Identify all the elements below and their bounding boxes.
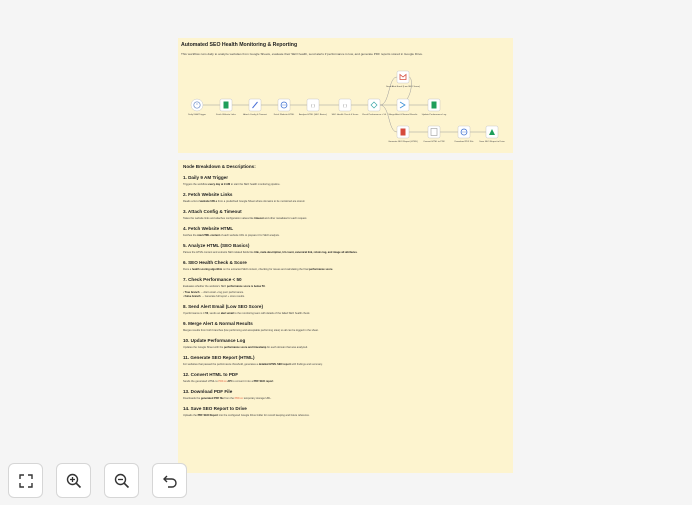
description-text: and other metadata for each request. [263, 217, 308, 220]
description-text: Sends the generated HTML to [183, 380, 219, 383]
description-text: raw HTML content [197, 234, 220, 237]
description-text: detailed HTML SEO report [258, 363, 291, 366]
workflow-canvas [178, 62, 513, 152]
breakdown-item-description [183, 268, 508, 271]
breakdown-item-description [183, 414, 508, 417]
code-icon: { } [311, 102, 315, 108]
branch-text: → Generate full report + store results. [200, 295, 245, 298]
description-text: . [273, 380, 274, 383]
breakdown-item-title: 7. Check Performance < 50 [183, 277, 242, 282]
breakdown-item-title: 2. Fetch Website Links [183, 192, 233, 197]
svg-text:Daily 9 AM Trigger: Daily 9 AM Trigger [188, 114, 206, 116]
breakdown-item-title: 12. Convert HTML to PDF [183, 372, 239, 377]
breakdown-item-description [183, 251, 508, 254]
description-text: Evaluates whether the website's SEO [183, 285, 227, 288]
undo-icon [161, 472, 179, 490]
svg-text:Merge Alert & Normal Results: Merge Alert & Normal Results [388, 114, 418, 116]
branch-text: → Alert email + log poor performance. [199, 291, 244, 294]
description-text: . [264, 285, 266, 288]
node-fetch-html[interactable] [274, 99, 295, 116]
description-text: performance score is below 50 [226, 285, 265, 288]
description-text: to the monitoring team with details of the failed SEO health check. [233, 312, 311, 315]
node-fetch-links[interactable] [216, 99, 237, 116]
node-save-drive[interactable] [479, 126, 505, 143]
svg-text:Save SEO Report to Drive: Save SEO Report to Drive [479, 141, 505, 143]
description-text: Downloads the [183, 397, 201, 400]
node-seo-health-check[interactable] [332, 99, 360, 116]
code-icon: { } [343, 102, 347, 108]
description-text: Parses the HTML content and extracts SEO-related fields like [183, 251, 255, 254]
description-text: PDF SEO report [253, 380, 274, 383]
description-text: Runs a [183, 268, 192, 271]
svg-text:Generate SEO Report (HTML): Generate SEO Report (HTML) [388, 141, 418, 143]
description-text: Reads a list of [183, 200, 201, 203]
branch-bullet: • False branch → Generate full report + store results. [183, 295, 245, 298]
breakdown-item-description [183, 397, 508, 400]
svg-text:Attach Config & Timeout: Attach Config & Timeout [243, 114, 267, 116]
breakdown-item-description [183, 363, 508, 366]
node-update-log[interactable] [422, 99, 447, 116]
description-text: website URLs [200, 200, 218, 203]
breakdown-sticky-note[interactable] [178, 160, 513, 473]
breakdown-item-title: 3. Attach Config & Timeout [183, 209, 242, 214]
breakdown-item-description [183, 183, 508, 186]
node-daily-trigger[interactable] [188, 99, 206, 116]
breakdown-item-title: 5. Analyze HTML (SEO Basics) [183, 243, 250, 248]
node-analyze-html[interactable] [299, 99, 327, 116]
description-text: into the configured Google Drive folder for record keeping and future reference. [218, 414, 310, 417]
description-text: PDF.co [218, 380, 227, 383]
description-text: < 50 [203, 312, 209, 315]
breakdown-item-description [183, 285, 508, 288]
description-text: temporary storage URL. [243, 397, 272, 400]
description-text: with findings and summary. [290, 363, 323, 366]
sheets-icon [432, 102, 437, 109]
breakdown-item-title: 8. Send Alert Email (Low SEO Score) [183, 304, 263, 309]
undo-button[interactable] [152, 463, 187, 498]
branch-bullets [183, 291, 508, 298]
breakdown-item-description [183, 200, 508, 203]
breakdown-item-description [183, 234, 508, 237]
description-text: For websites that passed the performance threshold, generates a [183, 363, 259, 366]
branch-name: True branch [184, 291, 200, 294]
node-attach-config[interactable] [243, 99, 267, 116]
description-text: PDF SEO Report [197, 414, 219, 417]
node-merge-results[interactable] [389, 99, 419, 116]
description-text: , sends an [208, 312, 221, 315]
breakdown-item-description [183, 380, 508, 383]
description-text: on the extracted SEO content, checking for issues and calculating the final [222, 268, 310, 271]
breakdown-item-description [183, 217, 508, 220]
fit-view-button[interactable] [8, 463, 43, 498]
zoom-in-icon [65, 472, 83, 490]
zoom-out-button[interactable] [104, 463, 139, 498]
description-text: Takes the website links and attaches configuration values like [183, 217, 255, 220]
description-text: health scoring algorithm [191, 268, 223, 271]
description-text: from a predefined Google Sheet where domains to be monitored are stored. [217, 200, 305, 203]
svg-text:Send Alert Email (Low SEO Scor: Send Alert Email (Low SEO Score) [386, 86, 420, 88]
description-text: Triggers the workflow [183, 183, 209, 186]
file-icon [401, 129, 406, 136]
breakdown-item-title: 9. Merge Alert & Normal Results [183, 321, 253, 326]
description-text: Uploads the [183, 414, 198, 417]
description-text: to convert it into a [231, 380, 254, 383]
description-text: Merges results from both branches (low performing and acceptable performing sites) so all can be logged in the sheet. [183, 329, 319, 332]
zoom-in-button[interactable] [56, 463, 91, 498]
node-download-pdf[interactable] [455, 126, 475, 143]
breakdown-item-title: 1. Daily 9 AM Trigger [183, 175, 229, 180]
description-text: Updates the Google Sheet with the [183, 346, 224, 349]
description-text: . [332, 268, 334, 271]
zoom-out-icon [113, 472, 131, 490]
svg-text:Download PDF File: Download PDF File [454, 141, 474, 143]
description-text: timeout [254, 217, 264, 220]
svg-text:Update Performance Log: Update Performance Log [421, 114, 447, 116]
breakdown-item-description [183, 346, 508, 349]
description-text: alert email [220, 312, 234, 315]
description-text: generated PDF file [200, 397, 224, 400]
breakdown-item-description [183, 329, 508, 332]
node-generate-report[interactable] [388, 126, 418, 143]
svg-text:Fetch Website Links: Fetch Website Links [216, 114, 236, 116]
description-text: from the [223, 397, 235, 400]
workflow-title: Automated SEO Health Monitoring & Reporting [181, 42, 298, 48]
fullscreen-icon [18, 473, 34, 489]
node-send-alert-email[interactable] [386, 71, 420, 88]
description-text: every day at 9 AM [208, 183, 231, 186]
description-text: performance score and timestamp [223, 346, 267, 349]
breakdown-item-title: 4. Fetch Website HTML [183, 226, 234, 231]
workflow-description: This workflow runs daily to analyze websites from Google Sheets, evaluate their SEO health, send alerts if performance is low, and generate PDF reports stored in Google Drive. [181, 52, 423, 56]
branch-bullet: • True branch → Alert email + log poor performance. [183, 291, 244, 294]
description-text: for each domain that was analyzed. [266, 346, 308, 349]
node-convert-pdf[interactable] [423, 126, 445, 143]
breakdown-item-description [183, 312, 508, 315]
breakdown-heading: Node Breakdown & Descriptions: [183, 164, 256, 169]
breakdown-item-title: 14. Save SEO Report to Drive [183, 406, 247, 411]
svg-text:Fetch Website HTML: Fetch Website HTML [273, 114, 295, 116]
description-text: of each website URL to prepare it for SEO analysis. [219, 234, 280, 237]
svg-text:Convert HTML to PDF: Convert HTML to PDF [423, 141, 445, 143]
svg-text:Check Performance < 50: Check Performance < 50 [361, 114, 387, 116]
sheets-icon [224, 102, 229, 109]
description-text: If performance is [183, 312, 204, 315]
description-text: Fetches the [183, 234, 198, 237]
description-text: API [226, 380, 232, 383]
description-text: PDF.co [234, 397, 243, 400]
description-text: title, meta description, H1 count, canonical link, robots tag, and image alt attributes [254, 251, 357, 254]
workflow-sticky-note[interactable] [178, 38, 513, 153]
breakdown-item-title: 10. Update Performance Log [183, 338, 246, 343]
breakdown-item-title: 11. Generate SEO Report (HTML) [183, 355, 255, 360]
breakdown-list [183, 175, 508, 417]
breakdown-item-title: 6. SEO Health Check & Score [183, 260, 247, 265]
description-text: to start the SEO health monitoring pipeline. [230, 183, 281, 186]
svg-text:Analyze HTML (SEO Basics): Analyze HTML (SEO Basics) [299, 114, 327, 116]
description-text: performance score [309, 268, 333, 271]
branch-name: False branch [184, 295, 201, 298]
svg-text:SEO Health Check & Score: SEO Health Check & Score [331, 114, 359, 116]
node-check-performance[interactable] [362, 99, 387, 116]
breakdown-item-title: 13. Download PDF File [183, 389, 233, 394]
description-text: . [356, 251, 358, 254]
